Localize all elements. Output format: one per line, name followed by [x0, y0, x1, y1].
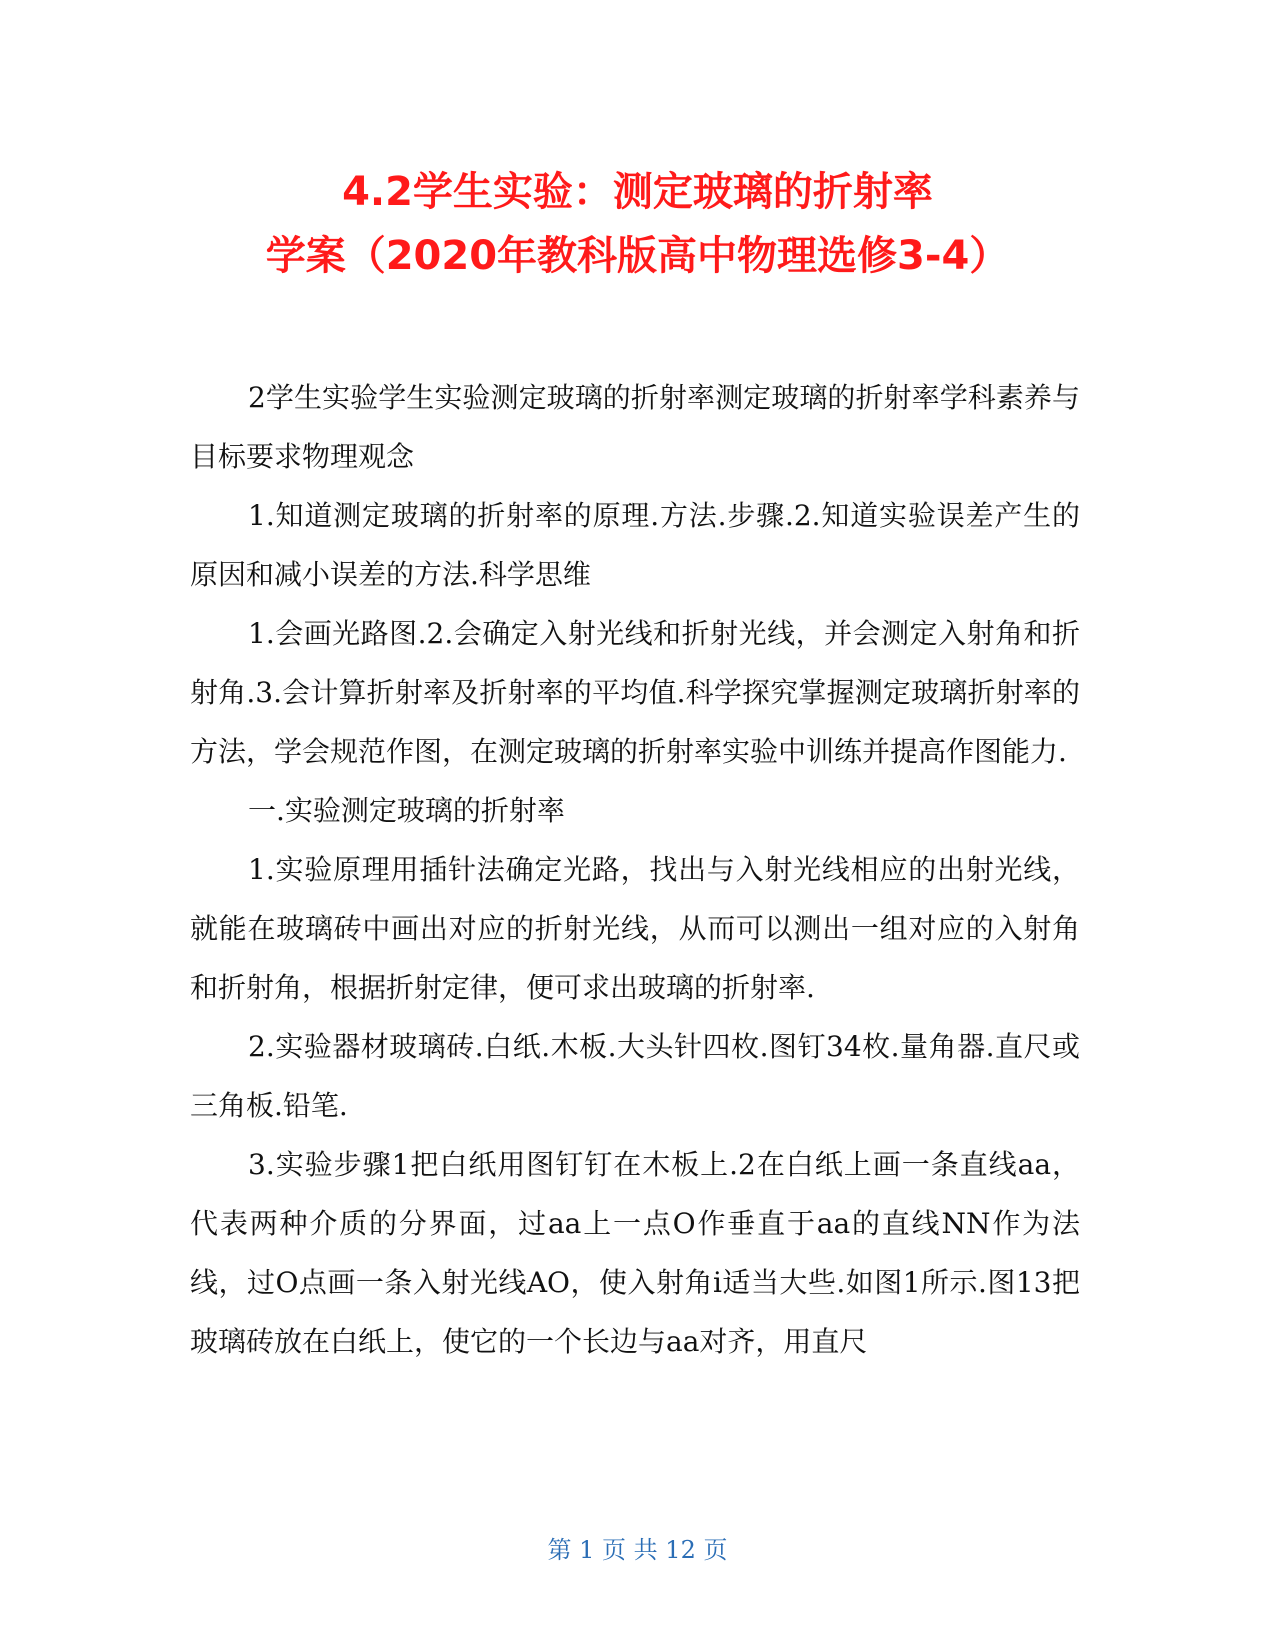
paragraph: 一.实验测定玻璃的折射率 [248, 794, 565, 827]
paragraph: 2学生实验学生实验测定玻璃的折射率测定玻璃的折射率学科素养与目标要求物理观念 [190, 381, 1080, 473]
page-number-footer: 第 1 页 共 12 页 [547, 1536, 728, 1564]
paragraph: 1.知道测定玻璃的折射率的原理.方法.步骤.2.知道实验误差产生的原因和减小误差的方法.科学思维 [190, 499, 1080, 591]
title-line-1: 4.2学生实验：测定玻璃的折射率 [342, 169, 933, 215]
paragraph: 1.会画光路图.2.会确定入射光线和折射光线，并会测定入射角和折射角.3.会计算折射率及折射率的平均值.科学探究掌握测定玻璃折射率的方法，学会规范作图，在测定玻璃的折射率实验中训练并提高作图能力. [190, 617, 1080, 768]
document-body [190, 368, 1080, 1371]
paragraph: 3.实验步骤1把白纸用图钉钉在木板上.2在白纸上画一条直线aa，代表两种介质的分界面，过aa上一点O作垂直于aa的直线NN作为法线，过O点画一条入射光线AO，使入射角i适当大些.如图1所示.图13把玻璃砖放在白纸上，使它的一个长边与aa对齐，用直尺 [190, 1148, 1080, 1358]
title-line-2: 学案（2020年教科版高中物理选修3-4） [265, 233, 1010, 279]
paragraph: 2.实验器材玻璃砖.白纸.木板.大头针四枚.图钉34枚.量角器.直尺或三角板.铅笔. [190, 1030, 1080, 1122]
paragraph: 1.实验原理用插针法确定光路，找出与入射光线相应的出射光线，就能在玻璃砖中画出对应的折射光线，从而可以测出一组对应的入射角和折射角，根据折射定律，便可求出玻璃的折射率. [190, 853, 1080, 1004]
document-title [0, 160, 1275, 288]
